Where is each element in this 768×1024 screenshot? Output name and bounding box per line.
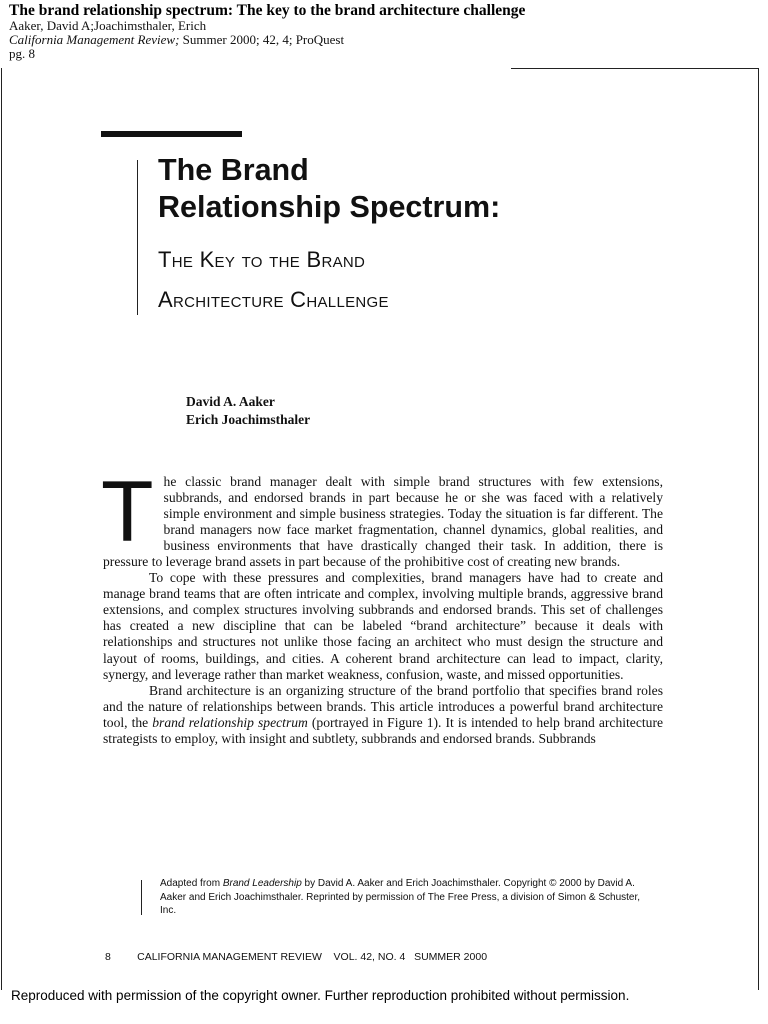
article-title-line2: Relationship Spectrum: [158,190,501,224]
paragraph-3-text-a: Brand architecture is an organizing structure of the brand portfolio that specifies brand roles and the nature of relationships between brands. This article introduces a powerful brand architecture tool, the [103,682,663,730]
article-authors [186,393,310,429]
document-title: The brand relationship spectrum: The key to the brand architecture challenge [9,2,526,19]
drop-cap: T [101,464,154,560]
title-vertical-rule [137,160,138,315]
article-subtitle [158,240,389,320]
document-source [9,33,525,47]
title-accent-bar [101,131,242,137]
page-frame-top [511,68,759,69]
issue-info: Summer 2000; 42, 4; ProQuest [179,32,345,47]
document-authors: Aaker, David A;Joachimsthaler, Erich [9,18,207,33]
paragraph-1-text: he classic brand manager dealt with simple brand structures with few extensions, subbrands, and endorsed brands in part because he or she was faced with a relatively simple environment and simple business strategies. Today the situation is far different. The brand managers now face market fragmentation, channel dynamics, global realities, and business environments that have drastically changed their task. In addition, there is pressure to leverage brand assets in part because of the prohibitive cost of creating new brands. [103,474,663,570]
author-1: David A. Aaker [186,394,275,409]
page-number: 8 [105,951,111,963]
article-body [101,464,663,747]
footnote-book-title: Brand Leadership [222,878,302,889]
page-frame-left [1,68,2,990]
journal-name: California Management Review; [9,32,180,47]
footnote [160,877,650,918]
emphasized-term: brand relationship spectrum [152,714,308,730]
footnote-rule [141,880,142,915]
proquest-header [9,2,525,61]
page-frame-right [758,68,759,990]
reproduction-notice: Reproduced with permission of the copyright owner. Further reproduction prohibited without permission. [11,988,630,1003]
page-footer [105,951,487,963]
paragraph-3-text-b: (portrayed in Figure 1). It is intended to help brand architecture strategists to employ, with insight and subtlety, subbrands and endorsed brands. Subbrands [103,714,663,746]
article-subtitle-line1: The Key to the Brand [158,247,366,272]
paragraph-2: To cope with these pressures and complexities, brand managers have had to create and manage brand teams that are often intricate and complex, involving multiple brands, aggressive brand extensions, and complex structures involving subbrands and endorsed brands. This set of challenges has created a new discipline that can be labeled “brand architecture” because it deals with relationships and structures not unlike those facing an architect who must design the structure and layout of rooms, buildings, and cities. A coherent brand architecture can lead to impact, clarity, synergy, and leverage rather than market weakness, confusion, waste, and missed opportunities. [103,570,663,682]
article-subtitle-line2: Architecture Challenge [158,287,389,312]
footnote-rest: by David A. Aaker and Erich Joachimsthaler. Copyright © 2000 by David A. Aaker and Erich Joachimsthaler. Reprinted by permission of The Free Press, a division of Simon & Schuster, Inc. [160,878,641,916]
footer-season: SUMMER 2000 [414,951,488,963]
footnote-prefix: Adapted from [160,878,223,889]
author-2: Erich Joachimsthaler [186,412,311,427]
article-title-line1: The Brand [158,153,309,187]
document-page: pg. 8 [9,46,35,61]
paragraph-3 [103,683,663,747]
article-title [158,152,500,226]
footer-journal: CALIFORNIA MANAGEMENT REVIEW [137,951,322,963]
paragraph-1 [101,464,663,570]
footer-volume: VOL. 42, NO. 4 [333,951,406,963]
